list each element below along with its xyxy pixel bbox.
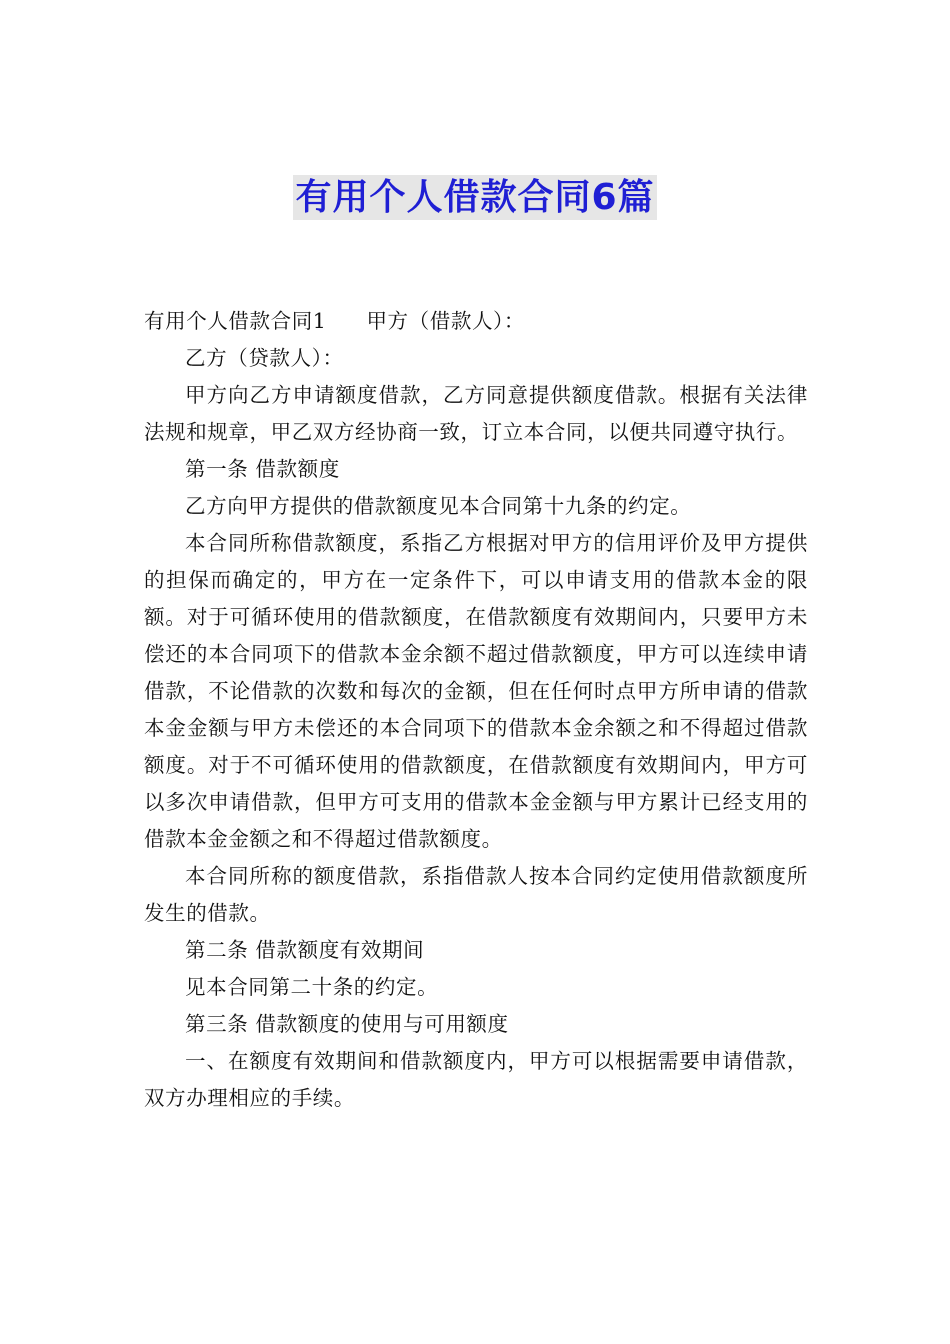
party-a-label: 甲方（借款人）：	[366, 309, 526, 333]
paragraph: 一、在额度有效期间和借款额度内，甲方可以根据需要申请借款，双方办理相应的手续。	[144, 1049, 808, 1110]
contract-heading: 有用个人借款合同1	[144, 309, 327, 333]
paragraph: 乙方（贷款人）：	[185, 346, 344, 370]
article-heading: 第二条 借款额度有效期间	[185, 938, 425, 962]
document-body	[144, 303, 808, 1117]
title-text: 有用个人借款合同6篇	[295, 177, 655, 218]
paragraph: 本合同所称借款额度，系指乙方根据对甲方的信用评价及甲方提供的担保而确定的，甲方在一定条件下，可以申请支用的借款本金的限额。对于可循环使用的借款额度，在借款额度有效期间内，只要甲方未偿还的本合同项下的借款本金余额不超过借款额度，甲方可以连续申请借款，不论借款的次数和每次的金额，但在任何时点甲方所申请的借款本金金额与甲方未偿还的本合同项下的借款本金余额之和不得超过借款额度。对于不可循环使用的借款额度，在借款额度有效期间内，甲方可以多次申请借款，但甲方可支用的借款本金金额与甲方累计已经支用的借款本金金额之和不得超过借款额度。	[144, 531, 808, 851]
article-heading: 第一条 借款额度	[185, 457, 340, 481]
paragraph: 见本合同第二十条的约定。	[185, 975, 439, 999]
paragraph: 乙方向甲方提供的借款额度见本合同第十九条的约定。	[185, 494, 692, 518]
paragraph: 甲方向乙方申请额度借款，乙方同意提供额度借款。根据有关法律法规和规章，甲乙双方经协商一致，订立本合同，以便共同遵守执行。	[144, 383, 808, 444]
document-title	[0, 172, 950, 224]
paragraph: 本合同所称的额度借款，系指借款人按本合同约定使用借款额度所发生的借款。	[144, 864, 808, 925]
first-line	[144, 303, 808, 340]
article-heading: 第三条 借款额度的使用与可用额度	[185, 1012, 509, 1036]
